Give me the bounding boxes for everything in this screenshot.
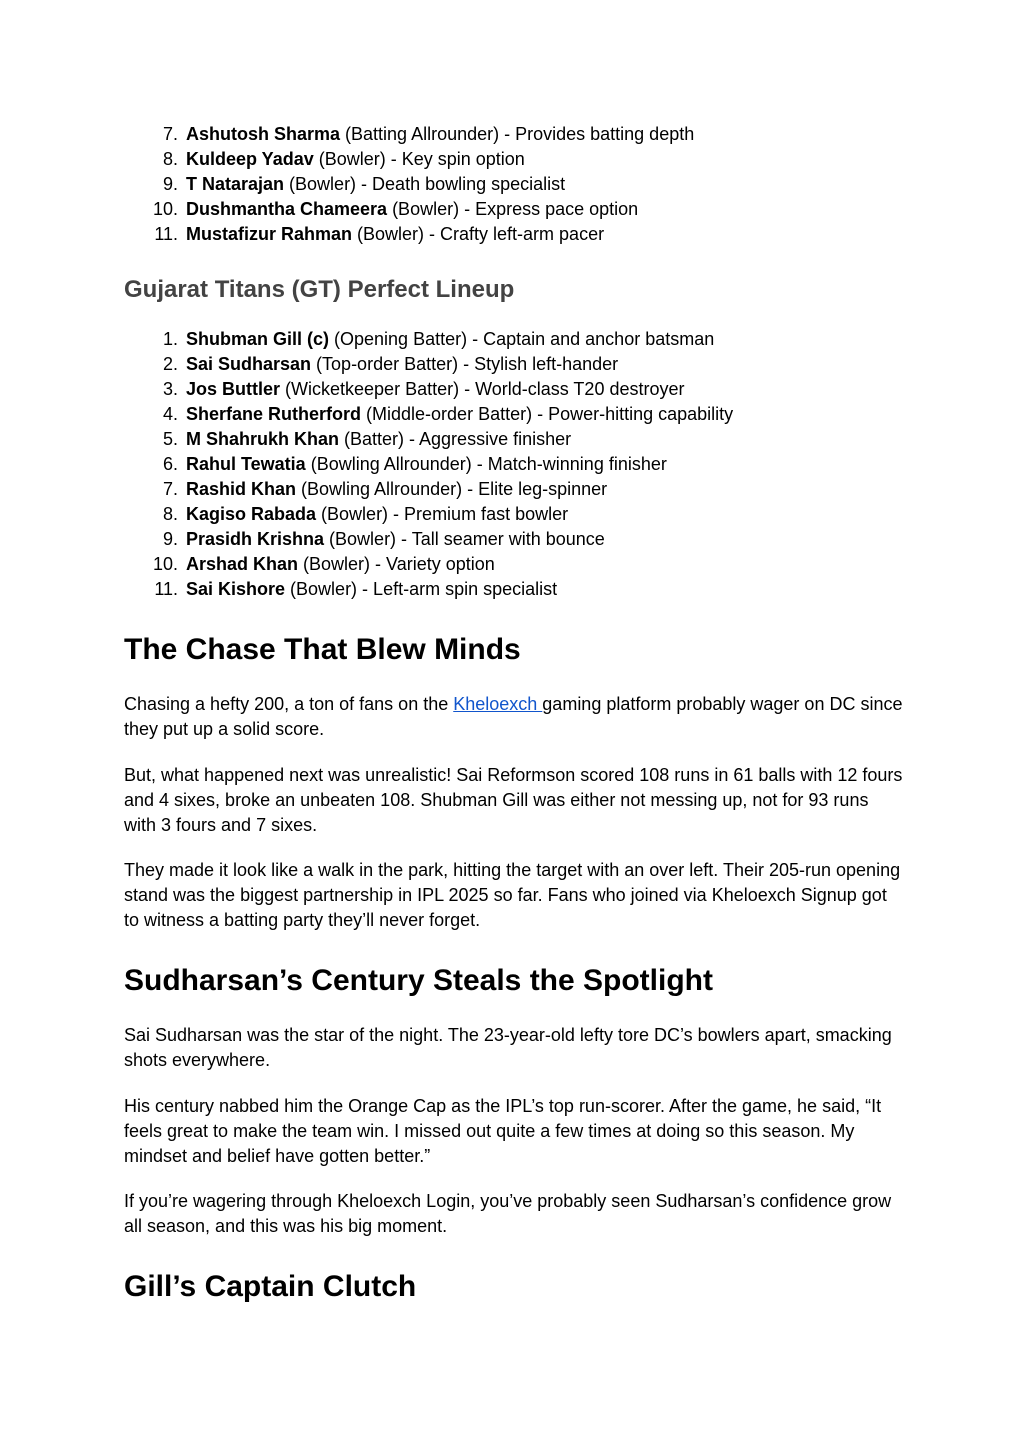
gt-lineup-heading: Gujarat Titans (GT) Perfect Lineup — [124, 276, 515, 303]
player-name: Arshad Khan — [186, 554, 299, 574]
list-item — [124, 122, 904, 147]
list-item-number: 10. — [152, 554, 178, 574]
chase-paragraph-1 — [124, 692, 904, 742]
player-name: Ashutosh Sharma — [186, 124, 341, 144]
player-name: Sherfane Rutherford — [186, 404, 362, 424]
player-name: M Shahrukh Khan — [186, 429, 340, 449]
gt-lineup-list — [124, 327, 904, 602]
list-item — [124, 172, 904, 197]
list-item — [124, 147, 904, 172]
player-name: Sai Sudharsan — [186, 354, 312, 374]
sudharsan-paragraph-3: If you’re wagering through Kheloexch Login, you’ve probably seen Sudharsan’s confidence grow all season, and this was his big moment. — [124, 1191, 892, 1236]
list-item-number: 2. — [162, 354, 178, 374]
kheloexch-link[interactable]: Kheloexch — [453, 694, 543, 714]
list-item-number: 7. — [162, 124, 178, 144]
player-role: (Bowler) - Key spin option — [313, 149, 525, 169]
player-role: (Bowling Allrounder) - Elite leg-spinner — [296, 479, 608, 499]
player-role: (Bowler) - Death bowling specialist — [284, 174, 566, 194]
player-role: (Opening Batter) - Captain and anchor batsman — [329, 329, 715, 349]
dc-lineup-list — [124, 122, 904, 247]
list-item-number: 4. — [162, 404, 178, 424]
list-item-number: 9. — [162, 529, 178, 549]
gill-heading: Gill’s Captain Clutch — [124, 1270, 417, 1303]
list-item — [124, 502, 904, 527]
chase-heading: The Chase That Blew Minds — [124, 633, 521, 666]
list-item-number: 11. — [154, 579, 178, 599]
list-item — [124, 352, 904, 377]
list-item — [124, 327, 904, 352]
list-item-number: 5. — [162, 429, 178, 449]
player-role: (Bowler) - Premium fast bowler — [316, 504, 569, 524]
player-role: (Bowler) - Variety option — [298, 554, 495, 574]
player-name: Mustafizur Rahman — [186, 224, 353, 244]
list-item — [124, 427, 904, 452]
player-role: (Bowling Allrounder) - Match-winning finisher — [305, 454, 667, 474]
list-item-number: 9. — [162, 174, 178, 194]
sudharsan-heading: Sudharsan’s Century Steals the Spotlight — [124, 964, 713, 997]
player-role: (Batting Allrounder) - Provides batting depth — [340, 124, 695, 144]
chase-paragraph-3: They made it look like a walk in the park, hitting the target with an over left. Their 205-run opening stand was the biggest partnership in IPL 2025 so far. Fans who joined via Kheloexch Signup got to witness a batting party they’ll never forget. — [124, 860, 901, 930]
chase-p1-text-before: Chasing a hefty 200, a ton of fans on the — [124, 694, 454, 714]
list-item-number: 10. — [152, 199, 178, 219]
player-name: Kuldeep Yadav — [186, 149, 314, 169]
player-role: (Bowler) - Left-arm spin specialist — [285, 579, 558, 599]
list-item-number: 8. — [162, 149, 178, 169]
list-item — [124, 197, 904, 222]
list-item — [124, 577, 904, 602]
list-item-number: 3. — [162, 379, 178, 399]
player-name: Shubman Gill (c) — [186, 329, 330, 349]
list-item — [124, 222, 904, 247]
player-name: Dushmantha Chameera — [186, 199, 388, 219]
player-name: T Natarajan — [186, 174, 285, 194]
player-role: (Bowler) - Tall seamer with bounce — [324, 529, 605, 549]
sudharsan-paragraph-2: His century nabbed him the Orange Cap as the IPL’s top run-scorer. After the game, he said, “It feels great to make the team win. I missed out quite a few times at doing so this season. My mindset and belief have gotten better.” — [124, 1096, 882, 1166]
list-item-number: 8. — [162, 504, 178, 524]
player-role: (Batter) - Aggressive finisher — [339, 429, 572, 449]
player-name: Prasidh Krishna — [186, 529, 325, 549]
list-item-number: 11. — [154, 224, 178, 244]
chase-p1-text-after: gaming platform probably wager on DC since they put up a solid score. — [124, 694, 903, 739]
player-name: Sai Kishore — [186, 579, 286, 599]
player-role: (Bowler) - Express pace option — [387, 199, 639, 219]
list-item — [124, 452, 904, 477]
list-item — [124, 477, 904, 502]
sudharsan-paragraph-1: Sai Sudharsan was the star of the night. The 23-year-old lefty tore DC’s bowlers apart, smacking shots everywhere. — [124, 1025, 892, 1070]
player-role: (Top-order Batter) - Stylish left-hander — [311, 354, 619, 374]
list-item-number: 1. — [162, 329, 178, 349]
player-role: (Wicketkeeper Batter) - World-class T20 destroyer — [280, 379, 685, 399]
player-role: (Middle-order Batter) - Power-hitting capability — [361, 404, 734, 424]
player-name: Rahul Tewatia — [186, 454, 306, 474]
player-name: Rashid Khan — [186, 479, 297, 499]
chase-paragraph-2: But, what happened next was unrealistic! Sai Reformson scored 108 runs in 61 balls with 12 fours and 4 sixes, broke an unbeaten 108. Shubman Gill was either not messing up, not for 93 runs with 3 fours and 7 sixes. — [124, 765, 903, 835]
list-item — [124, 552, 904, 577]
player-name: Jos Buttler — [186, 379, 281, 399]
player-role: (Bowler) - Crafty left-arm pacer — [352, 224, 605, 244]
list-item — [124, 527, 904, 552]
list-item-number: 6. — [162, 454, 178, 474]
player-name: Kagiso Rabada — [186, 504, 317, 524]
list-item — [124, 402, 904, 427]
list-item-number: 7. — [162, 479, 178, 499]
list-item — [124, 377, 904, 402]
